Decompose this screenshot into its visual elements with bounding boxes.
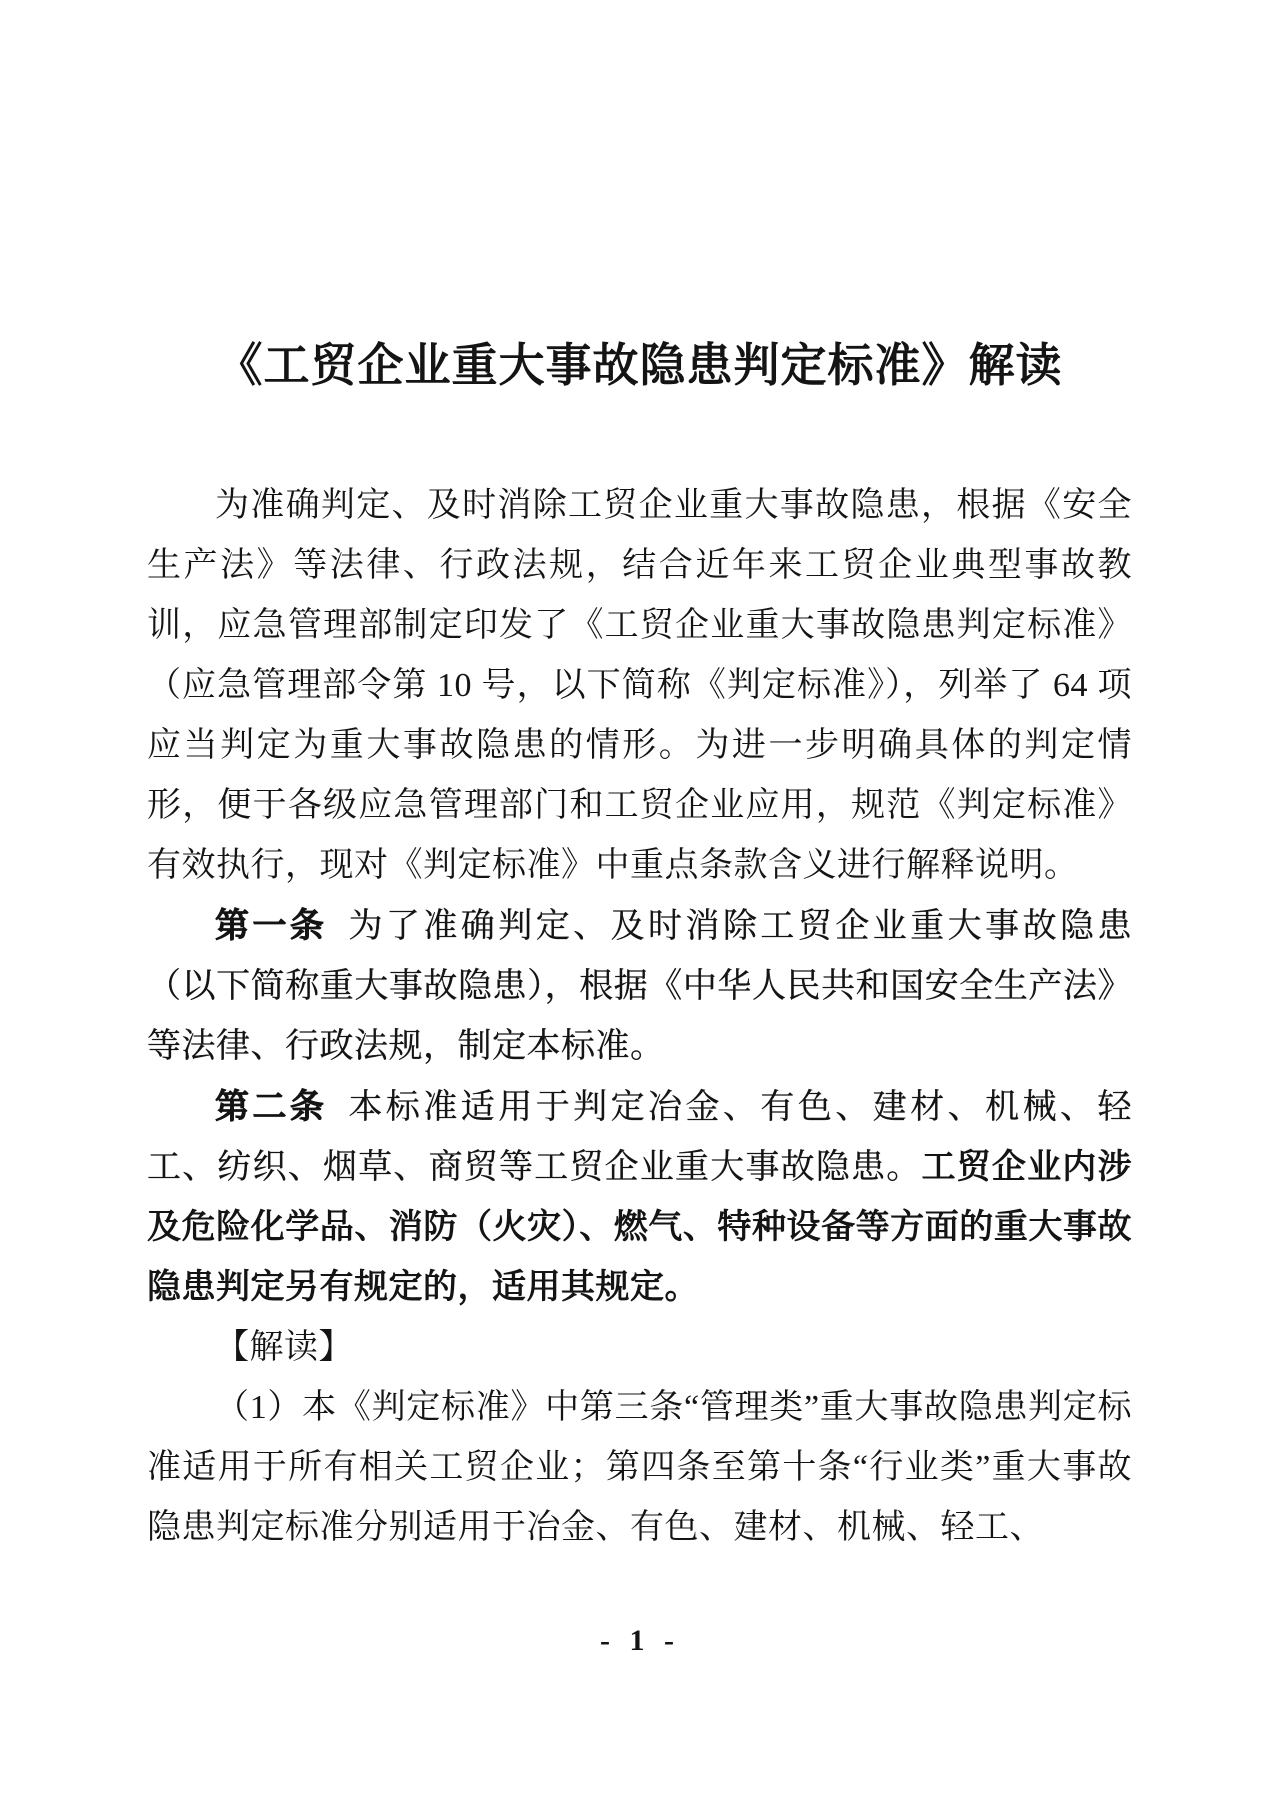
jiedu-heading	[147, 1318, 1132, 1378]
text-run: 本标准适用于判定冶金、有色、建材、机械、轻工、纺织、烟草、商贸等工贸企业重大事故隐患。	[147, 1089, 1132, 1186]
text-run: 【解读】	[215, 1329, 353, 1366]
jiedu-item-1	[147, 1378, 1132, 1558]
document-body	[147, 476, 1132, 1558]
article-2	[147, 1077, 1132, 1318]
article-1	[147, 896, 1132, 1077]
article-number: 第二条	[215, 1088, 328, 1126]
document-title: 《工贸企业重大事故隐患判定标准》解读	[216, 340, 1063, 391]
text-run: 为了准确判定、及时消除工贸企业重大事故隐患（以下简称重大事故隐患），根据《中华人民共和国安全生产法》等法律、行政法规，制定本标准。	[147, 908, 1132, 1065]
page-number: - 1 -	[600, 1624, 680, 1657]
article-number: 第一条	[215, 907, 328, 945]
intro-paragraph	[147, 476, 1132, 896]
text-run: 工贸企业内涉及危险化学品、消防（火灾）、燃气、特种设备等方面的重大事故隐患判定另有规定的，适用其规定。	[147, 1149, 1133, 1306]
text-run: （1）本《判定标准》中第三条“管理类”重大事故隐患判定标准适用于所有相关工贸企业；第四条至第十条“行业类”重大事故隐患判定标准分别适用于冶金、有色、建材、机械、轻工、	[147, 1389, 1132, 1546]
text-run: 为准确判定、及时消除工贸企业重大事故隐患，根据《安全生产法》等法律、行政法规，结合近年来工贸企业典型事故教训，应急管理部制定印发了《工贸企业重大事故隐患判定标准》（应急管理部令第 10 号，以下简称《判定标准》），列举了 64 项应当判定为重大事故隐患的情形。为进一步明确具体的判定情形，便于各级应急管理部门和工贸企业应用，规范《判定标准》有效执行，现对《判定标准》中重点条款含义进行解释说明。	[147, 487, 1132, 884]
